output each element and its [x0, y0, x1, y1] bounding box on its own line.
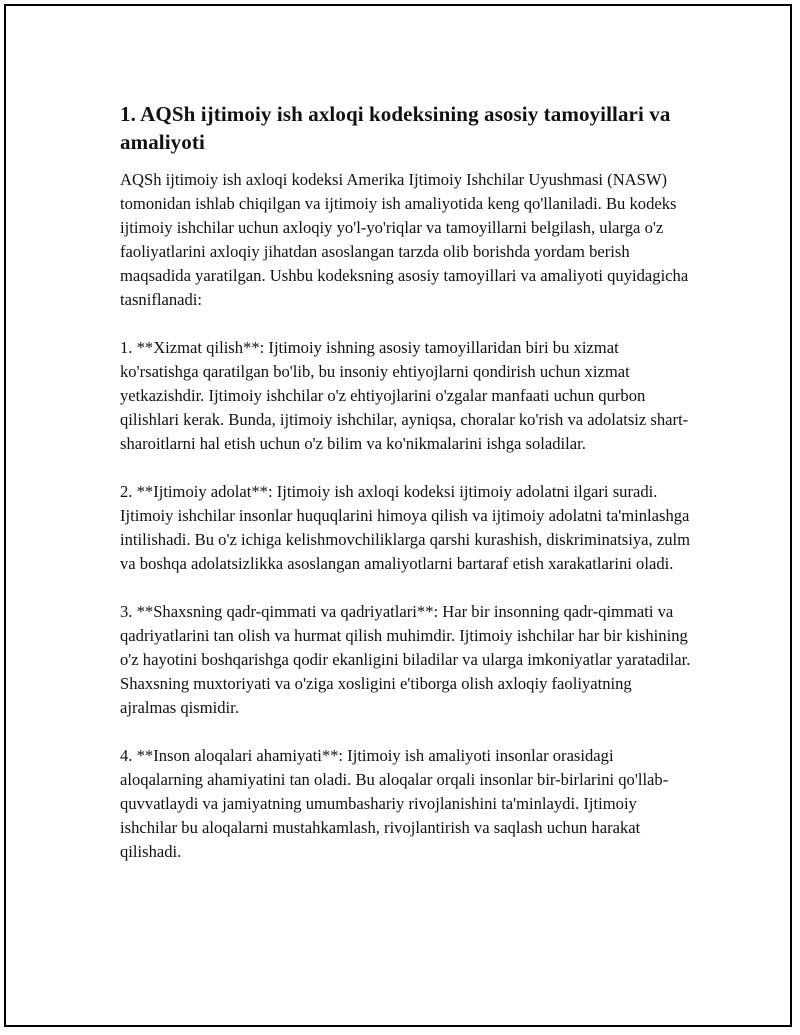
principle-dignity-paragraph: 3. **Shaxsning qadr-qimmati va qadriyatlari**: Har bir insonning qadr-qimmati va qadriyatlarini tan olish va hurmat qilish muhimdir. Ijtimoiy ishchilar har bir kishining o'z hayotini boshqarishga qodir ekanligini biladilar va ularga imkoniyatlar yaratadilar. Shaxsning muxtoriyati va o'ziga xosligini e'tiborga olish axloqiy faoliyatning ajralmas qismidir.	[120, 602, 691, 717]
principle-service-paragraph: 1. **Xizmat qilish**: Ijtimoiy ishning asosiy tamoyillaridan biri bu xizmat ko'rsatishga qaratilgan bo'lib, bu insoniy ehtiyojlarni qondirish uchun xizmat yetkazishdir. Ijtimoiy ishchilar o'z ehtiyojlarini o'zgalar manfaati uchun qurbon qilishlari kerak. Bunda, ijtimoiy ishchilar, ayniqsa, choralar ko'rish va adolatsiz shart-sharoitlarni hal etish uchun o'z bilim va ko'nikmalarini ishga soladilar.	[120, 338, 689, 453]
page-frame	[4, 4, 792, 1027]
page-title: 1. AQSh ijtimoiy ish axloqi kodeksining asosiy tamoyillari va amaliyoti	[120, 102, 671, 154]
principle-social-justice-paragraph: 2. **Ijtimoiy adolat**: Ijtimoiy ish axloqi kodeksi ijtimoiy adolatni ilgari suradi. Ijtimoiy ishchilar insonlar huquqlarini himoya qilish va ijtimoiy adolatni ta'minlashga intilishadi. Bu o'z ichiga kelishmovchiliklarga qarshi kurashish, diskriminatsiya, zulm va boshqa adolatsizlikka asoslangan amaliyotlarni bartaraf etish xarakatlarini oladi.	[120, 482, 691, 573]
intro-paragraph: AQSh ijtimoiy ish axloqi kodeksi Amerika Ijtimoiy Ishchilar Uyushmasi (NASW) tomonidan ishlab chiqilgan va ijtimoiy ish amaliyotida keng qo'llaniladi. Bu kodeks ijtimoiy ishchilar uchun axloqiy yo'l-yo'riqlar va tamoyillarni belgilash, ularga o'z faoliyatlarini axloqiy jihatdan asoslangan tarzda olib borishda yordam berish maqsadida yaratilgan. Ushbu kodeksning asosiy tamoyillari va amaliyoti quyidagicha tasniflanadi:	[120, 170, 689, 309]
principle-relationships-paragraph: 4. **Inson aloqalari ahamiyati**: Ijtimoiy ish amaliyoti insonlar orasidagi aloqalarning ahamiyatini tan oladi. Bu aloqalar orqali insonlar bir-birlarini qo'llab-quvvatlaydi va jamiyatning umumbashariy rivojlanishini ta'minlaydi. Ijtimoiy ishchilar bu aloqalarni mustahkamlash, rivojlantirish va saqlash uchun harakat qilishadi.	[120, 746, 669, 861]
document-body	[120, 100, 692, 888]
